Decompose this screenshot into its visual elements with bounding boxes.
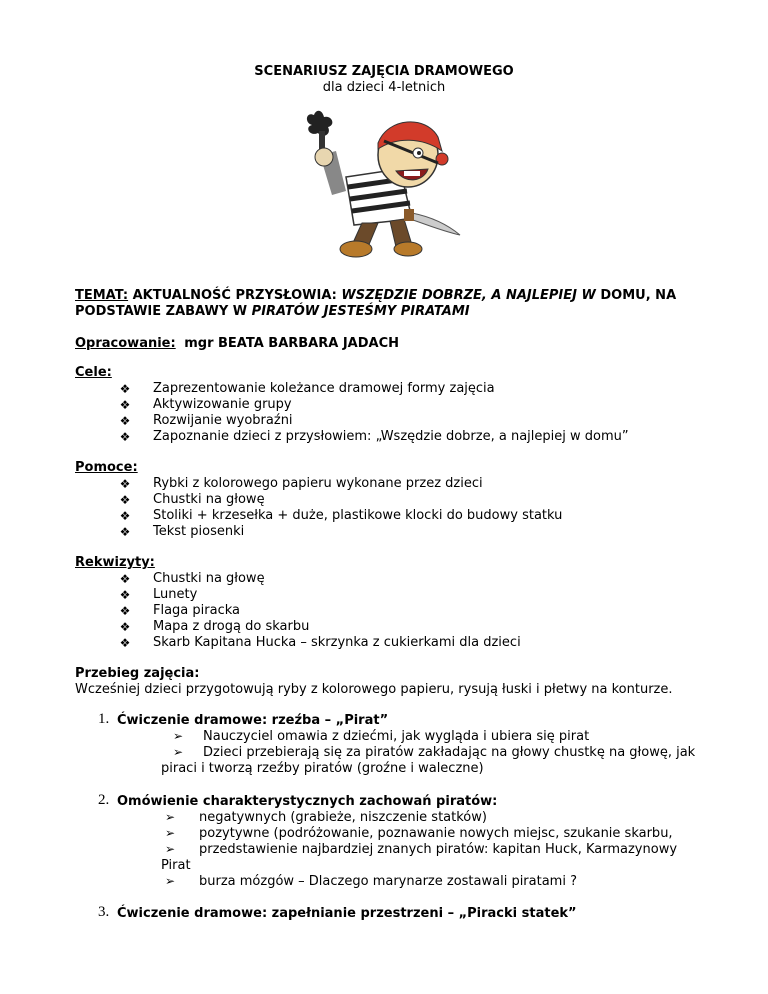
bullet-icon: ❖: [119, 477, 131, 491]
topic-line-1: [75, 288, 676, 303]
section-title: Ćwiczenie dramowe: zapełnianie przestrzeni – „Piracki statek”: [117, 906, 577, 921]
bullet-icon: ❖: [119, 636, 131, 650]
section-title: Ćwiczenie dramowe: rzeźba – „Pirat”: [117, 713, 389, 728]
section-item: pozytywne (podróżowanie, poznawanie nowych miejsc, szukanie skarbu,: [199, 826, 673, 841]
arrow-bullet-icon: ➢: [173, 745, 184, 759]
section-item: negatywnych (grabieże, niszczenie statków): [199, 810, 487, 825]
bullet-icon: ❖: [119, 430, 131, 444]
cele-item: Rozwijanie wyobraźni: [153, 413, 293, 428]
author-line: [75, 336, 399, 351]
bullet-icon: ❖: [119, 509, 131, 523]
pomoce-item: Tekst piosenki: [153, 524, 245, 539]
rekwizyty-item: Mapa z drogą do skarbu: [153, 619, 310, 634]
bullet-icon: ❖: [119, 572, 131, 586]
topic-part1: AKTUALNOŚĆ PRZYSŁOWIA:: [132, 288, 342, 303]
rekwizyty-item: Skarb Kapitana Hucka – skrzynka z cukierkami dla dzieci: [153, 635, 521, 650]
pomoce-heading: Pomoce:: [75, 460, 138, 475]
arrow-bullet-icon: ➢: [165, 810, 176, 824]
arrow-bullet-icon: ➢: [173, 729, 184, 743]
topic-label: TEMAT:: [75, 288, 129, 303]
topic-line2b: PIRATÓW JESTEŚMY PIRATAMI: [251, 304, 470, 319]
cele-heading: Cele:: [75, 365, 112, 380]
topic-part3: DOMU, NA: [595, 288, 677, 303]
arrow-bullet-icon: ➢: [165, 842, 176, 856]
bullet-icon: ❖: [119, 525, 131, 539]
section-number: 1.: [98, 711, 110, 727]
pomoce-item: Rybki z kolorowego papieru wykonane przez dzieci: [153, 476, 483, 491]
section-number: 3.: [98, 904, 110, 920]
przebieg-heading: Przebieg zajęcia:: [75, 666, 200, 681]
section-item-cont: piraci i tworzą rzeźby piratów (groźne i waleczne): [161, 761, 484, 776]
arrow-bullet-icon: ➢: [165, 826, 176, 840]
bullet-icon: ❖: [119, 620, 131, 634]
cele-item: Zaprezentowanie koleżance dramowej formy zajęcia: [153, 381, 495, 396]
topic-line2a: PODSTAWIE ZABAWY W: [75, 304, 252, 319]
pomoce-item: Stoliki + krzesełka + duże, plastikowe klocki do budowy statku: [153, 508, 563, 523]
rekwizyty-item: Chustki na głowę: [153, 571, 265, 586]
section-title: Omówienie charakterystycznych zachowań piratów:: [117, 794, 498, 809]
section-number: 2.: [98, 792, 110, 808]
section-item: przedstawienie najbardziej znanych piratów: kapitan Huck, Karmazynowy: [199, 842, 678, 857]
page-subtitle: dla dzieci 4-letnich: [322, 80, 446, 95]
section-item: Nauczyciel omawia z dziećmi, jak wygląda i ubiera się pirat: [203, 729, 590, 744]
pomoce-item: Chustki na głowę: [153, 492, 265, 507]
pirate-illustration: [292, 107, 468, 259]
rekwizyty-item: Lunety: [153, 587, 198, 602]
przebieg-intro: Wcześniej dzieci przygotowują ryby z kolorowego papieru, rysują łuski i płetwy na konturze.: [75, 682, 673, 697]
bullet-icon: ❖: [119, 382, 131, 396]
section-item: burza mózgów – Dlaczego marynarze zostawali piratami ?: [199, 874, 577, 889]
author-value: mgr BEATA BARBARA JADACH: [184, 336, 400, 351]
bullet-icon: ❖: [119, 493, 131, 507]
topic-proverb: WSZĘDZIE DOBRZE, A NAJLEPIEJ W: [341, 288, 596, 303]
section-item: Dzieci przebierają się za piratów zakładając na głowy chustkę na głowę, jak: [203, 745, 696, 760]
topic-line-2: [75, 304, 470, 319]
cele-item: Aktywizowanie grupy: [153, 397, 292, 412]
section-item-cont: Pirat: [161, 858, 191, 873]
rekwizyty-heading: Rekwizyty:: [75, 555, 155, 570]
author-label: Opracowanie:: [75, 336, 176, 351]
cele-item: Zapoznanie dzieci z przysłowiem: „Wszędzie dobrze, a najlepiej w domu”: [153, 429, 629, 444]
rekwizyty-item: Flaga piracka: [153, 603, 240, 618]
arrow-bullet-icon: ➢: [165, 874, 176, 888]
bullet-icon: ❖: [119, 588, 131, 602]
bullet-icon: ❖: [119, 414, 131, 428]
bullet-icon: ❖: [119, 398, 131, 412]
page-title: SCENARIUSZ ZAJĘCIA DRAMOWEGO: [254, 64, 514, 79]
bullet-icon: ❖: [119, 604, 131, 618]
